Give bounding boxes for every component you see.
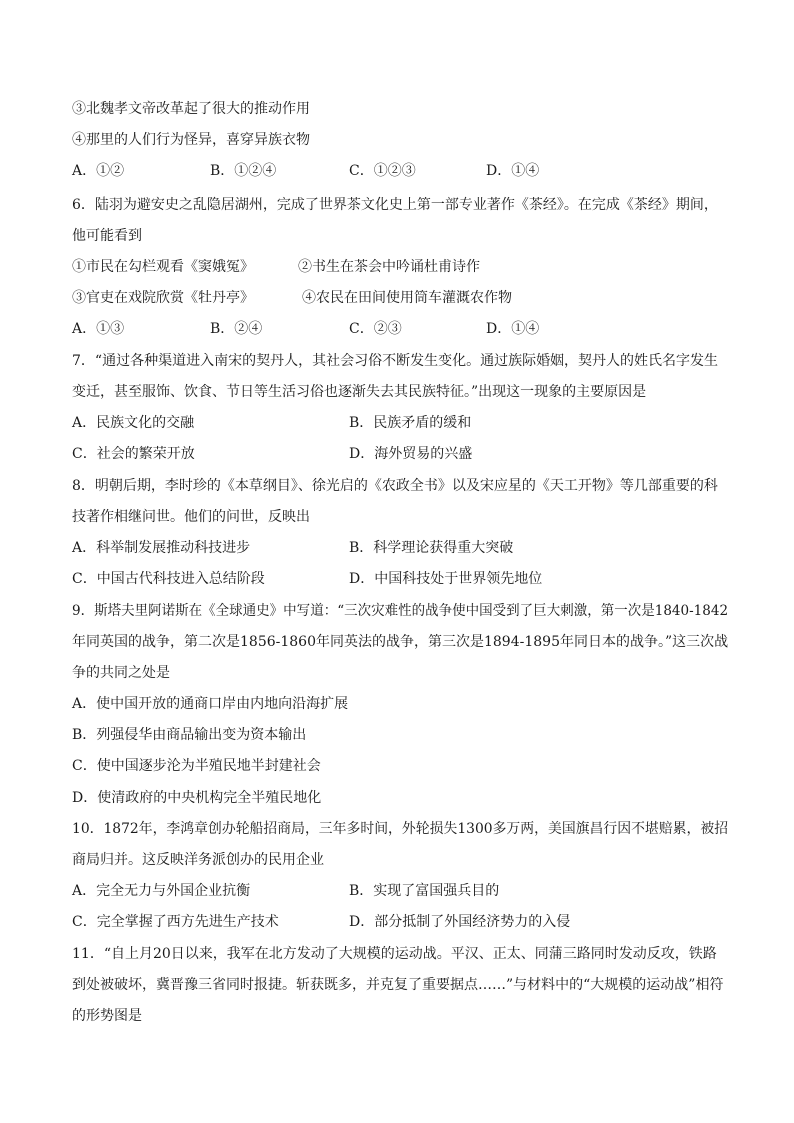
q11-stem-line-1: 11．“自上月20日以来，我军在北方发动了大规模的运动战。平汉、正太、同蒲三路同时发动反攻，铁路 <box>72 946 717 962</box>
q5-option-b[interactable]: B．①②④ <box>210 163 277 179</box>
q8-option-b[interactable]: B．科学理论获得重大突破 <box>349 540 514 556</box>
q8-option-d[interactable]: D．中国科技处于世界领先地位 <box>349 571 543 587</box>
q10-option-b[interactable]: B．实现了富国强兵目的 <box>349 883 500 899</box>
q8-stem-line-2: 技著作相继问世。他们的问世，反映出 <box>72 509 310 525</box>
q5-item-4: ④那里的人们行为怪异，喜穿异族衣物 <box>72 132 310 148</box>
q9-stem-line-1: 9．斯塔夫里阿诺斯在《全球通史》中写道：“三次灾难性的战争使中国受到了巨大刺激，第一次是1840-1842 <box>72 603 729 619</box>
q11-stem-line-3: 的形势图是 <box>72 1008 142 1024</box>
q5-item-3: ③北魏孝文帝改革起了很大的推动作用 <box>72 101 310 117</box>
q7-stem-line-2: 变迁，甚至服饰、饮食、节日等生活习俗也逐渐失去其民族特征。”出现这一现象的主要原因是 <box>72 384 647 400</box>
q6-item-1: ①市民在勾栏观看《窦娥冤》 <box>72 259 254 275</box>
q6-stem-line-1: 6．陆羽为避安史之乱隐居湖州，完成了世界茶文化史上第一部专业著作《茶经》。在完成《茶经》期间， <box>72 197 718 213</box>
q7-option-a[interactable]: A．民族文化的交融 <box>72 415 195 431</box>
q9-option-a[interactable]: A．使中国开放的通商口岸由内地向沿海扩展 <box>72 696 349 712</box>
q6-option-a[interactable]: A．①③ <box>72 321 125 337</box>
q6-item-2: ②书生在茶会中吟诵杜甫诗作 <box>298 259 480 275</box>
q6-option-d[interactable]: D．①④ <box>486 321 540 337</box>
q6-stem-line-2: 他可能看到 <box>72 228 142 244</box>
q8-option-c[interactable]: C．中国古代科技进入总结阶段 <box>72 571 265 587</box>
q6-item-4: ④农民在田间使用筒车灌溉农作物 <box>302 290 512 306</box>
q10-stem-line-2: 商局归并。这反映洋务派创办的民用企业 <box>72 852 324 868</box>
q7-option-b[interactable]: B．民族矛盾的缓和 <box>349 415 472 431</box>
q5-option-d[interactable]: D．①④ <box>486 163 540 179</box>
q10-option-c[interactable]: C．完全掌握了西方先进生产技术 <box>72 914 279 930</box>
q9-option-d[interactable]: D．使清政府的中央机构完全半殖民地化 <box>72 790 322 806</box>
q7-option-d[interactable]: D．海外贸易的兴盛 <box>349 446 473 462</box>
q9-option-b[interactable]: B．列强侵华由商品输出变为资本输出 <box>72 727 307 743</box>
q6-option-c[interactable]: C．②③ <box>349 321 402 337</box>
q11-stem-line-2: 到处被破坏，冀晋豫三省同时报捷。斩获既多，并克复了重要据点……”与材料中的“大规模的运动战”相符 <box>72 977 724 993</box>
q9-stem-line-2: 年同英国的战争，第二次是1856-1860年同英法的战争，第三次是1894-1895年同日本的战争。”这三次战 <box>72 634 729 650</box>
q9-stem-line-3: 争的共同之处是 <box>72 665 170 681</box>
q10-option-a[interactable]: A．完全无力与外国企业抗衡 <box>72 883 251 899</box>
q5-option-c[interactable]: C．①②③ <box>349 163 416 179</box>
q6-item-3: ③官吏在戏院欣赏《牡丹亭》 <box>72 290 254 306</box>
q10-stem-line-1: 10．1872年，李鸿章创办轮船招商局，三年多时间，外轮损失1300多万两，美国旗昌行因不堪赔累，被招 <box>72 821 729 837</box>
q9-option-c[interactable]: C．使中国逐步沦为半殖民地半封建社会 <box>72 758 321 774</box>
q7-option-c[interactable]: C．社会的繁荣开放 <box>72 446 195 462</box>
q8-option-a[interactable]: A．科举制发展推动科技进步 <box>72 540 251 556</box>
q8-stem-line-1: 8．明朝后期，李时珍的《本草纲目》、徐光启的《农政全书》以及宋应星的《天工开物》等几部重要的科 <box>72 478 718 494</box>
q7-stem-line-1: 7．“通过各种渠道进入南宋的契丹人，其社会习俗不断发生变化。通过族际婚姻，契丹人的姓氏名字发生 <box>72 353 719 369</box>
q5-option-a[interactable]: A．①② <box>72 163 125 179</box>
q10-option-d[interactable]: D．部分抵制了外国经济势力的入侵 <box>349 914 571 930</box>
q6-option-b[interactable]: B．②④ <box>210 321 263 337</box>
